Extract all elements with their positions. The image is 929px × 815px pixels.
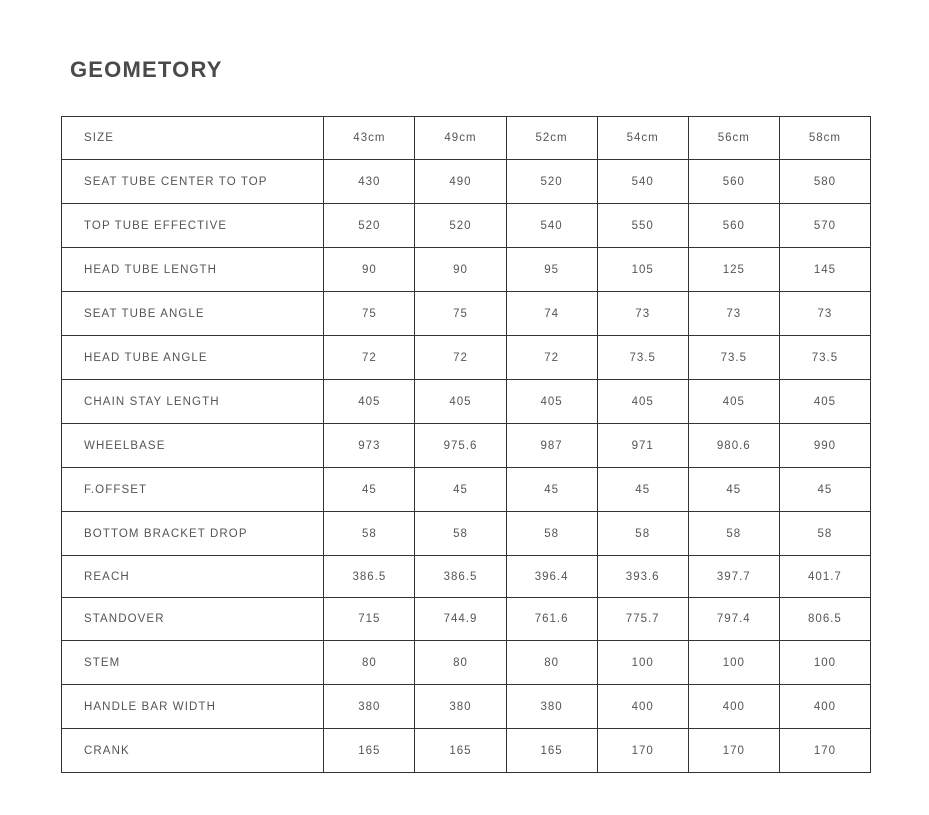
value-cell: 45 bbox=[779, 468, 870, 512]
value-cell: 90 bbox=[415, 248, 506, 292]
value-cell: 560 bbox=[688, 204, 779, 248]
value-cell: 105 bbox=[597, 248, 688, 292]
value-cell: 125 bbox=[688, 248, 779, 292]
value-cell: 73.5 bbox=[688, 336, 779, 380]
value-cell: 80 bbox=[324, 641, 415, 685]
value-cell: 405 bbox=[597, 380, 688, 424]
row-label: SEAT TUBE ANGLE bbox=[62, 292, 324, 336]
value-cell: 490 bbox=[415, 160, 506, 204]
value-cell: 380 bbox=[415, 685, 506, 729]
value-cell: 58 bbox=[506, 512, 597, 556]
value-cell: 806.5 bbox=[779, 598, 870, 641]
row-label: BOTTOM BRACKET DROP bbox=[62, 512, 324, 556]
value-cell: 73 bbox=[779, 292, 870, 336]
value-cell: 396.4 bbox=[506, 556, 597, 598]
value-cell: 72 bbox=[324, 336, 415, 380]
value-cell: 74 bbox=[506, 292, 597, 336]
value-cell: 58 bbox=[324, 512, 415, 556]
value-cell: 775.7 bbox=[597, 598, 688, 641]
row-label: TOP TUBE EFFECTIVE bbox=[62, 204, 324, 248]
value-cell: 550 bbox=[597, 204, 688, 248]
row-label: WHEELBASE bbox=[62, 424, 324, 468]
value-cell: 90 bbox=[324, 248, 415, 292]
value-cell: 990 bbox=[779, 424, 870, 468]
value-cell: 73 bbox=[597, 292, 688, 336]
value-cell: 75 bbox=[415, 292, 506, 336]
value-cell: 971 bbox=[597, 424, 688, 468]
value-cell: 393.6 bbox=[597, 556, 688, 598]
value-cell: 973 bbox=[324, 424, 415, 468]
value-cell: 400 bbox=[779, 685, 870, 729]
value-cell: 430 bbox=[324, 160, 415, 204]
table-row bbox=[62, 598, 871, 641]
value-cell: 380 bbox=[506, 685, 597, 729]
row-label: STANDOVER bbox=[62, 598, 324, 641]
value-cell: 72 bbox=[506, 336, 597, 380]
value-cell: 165 bbox=[415, 729, 506, 773]
table-row bbox=[62, 556, 871, 598]
value-cell: 520 bbox=[415, 204, 506, 248]
value-cell: 401.7 bbox=[779, 556, 870, 598]
value-cell: 45 bbox=[597, 468, 688, 512]
page-title: GEOMETORY bbox=[70, 57, 223, 82]
value-cell: 580 bbox=[779, 160, 870, 204]
value-cell: 540 bbox=[506, 204, 597, 248]
header-size-cell: 49cm bbox=[415, 117, 506, 160]
value-cell: 80 bbox=[506, 641, 597, 685]
value-cell: 987 bbox=[506, 424, 597, 468]
value-cell: 400 bbox=[688, 685, 779, 729]
value-cell: 520 bbox=[324, 204, 415, 248]
table-header-row bbox=[62, 117, 871, 160]
value-cell: 95 bbox=[506, 248, 597, 292]
value-cell: 715 bbox=[324, 598, 415, 641]
value-cell: 761.6 bbox=[506, 598, 597, 641]
header-size-cell: 54cm bbox=[597, 117, 688, 160]
value-cell: 58 bbox=[688, 512, 779, 556]
value-cell: 397.7 bbox=[688, 556, 779, 598]
table-row bbox=[62, 641, 871, 685]
value-cell: 405 bbox=[324, 380, 415, 424]
value-cell: 405 bbox=[688, 380, 779, 424]
value-cell: 386.5 bbox=[324, 556, 415, 598]
row-label: HANDLE BAR WIDTH bbox=[62, 685, 324, 729]
header-size-cell: 52cm bbox=[506, 117, 597, 160]
table-row bbox=[62, 512, 871, 556]
row-label: STEM bbox=[62, 641, 324, 685]
value-cell: 73 bbox=[688, 292, 779, 336]
value-cell: 405 bbox=[779, 380, 870, 424]
value-cell: 980.6 bbox=[688, 424, 779, 468]
value-cell: 58 bbox=[779, 512, 870, 556]
value-cell: 80 bbox=[415, 641, 506, 685]
value-cell: 975.6 bbox=[415, 424, 506, 468]
value-cell: 405 bbox=[506, 380, 597, 424]
value-cell: 45 bbox=[688, 468, 779, 512]
value-cell: 170 bbox=[597, 729, 688, 773]
header-size-label: SIZE bbox=[62, 117, 324, 160]
table-row bbox=[62, 424, 871, 468]
value-cell: 58 bbox=[597, 512, 688, 556]
value-cell: 744.9 bbox=[415, 598, 506, 641]
table-row bbox=[62, 204, 871, 248]
value-cell: 386.5 bbox=[415, 556, 506, 598]
row-label: HEAD TUBE ANGLE bbox=[62, 336, 324, 380]
table-row bbox=[62, 336, 871, 380]
geometry-table bbox=[61, 116, 871, 773]
value-cell: 170 bbox=[688, 729, 779, 773]
table-row bbox=[62, 248, 871, 292]
value-cell: 797.4 bbox=[688, 598, 779, 641]
table-row bbox=[62, 380, 871, 424]
value-cell: 45 bbox=[506, 468, 597, 512]
header-size-cell: 58cm bbox=[779, 117, 870, 160]
value-cell: 45 bbox=[415, 468, 506, 512]
value-cell: 75 bbox=[324, 292, 415, 336]
table-row bbox=[62, 292, 871, 336]
table-row bbox=[62, 160, 871, 204]
value-cell: 100 bbox=[597, 641, 688, 685]
value-cell: 380 bbox=[324, 685, 415, 729]
row-label: CRANK bbox=[62, 729, 324, 773]
row-label: HEAD TUBE LENGTH bbox=[62, 248, 324, 292]
table-row bbox=[62, 468, 871, 512]
value-cell: 45 bbox=[324, 468, 415, 512]
row-label: SEAT TUBE CENTER TO TOP bbox=[62, 160, 324, 204]
value-cell: 58 bbox=[415, 512, 506, 556]
value-cell: 400 bbox=[597, 685, 688, 729]
value-cell: 73.5 bbox=[597, 336, 688, 380]
value-cell: 170 bbox=[779, 729, 870, 773]
value-cell: 540 bbox=[597, 160, 688, 204]
geometry-table-body bbox=[62, 117, 871, 773]
header-size-cell: 43cm bbox=[324, 117, 415, 160]
value-cell: 520 bbox=[506, 160, 597, 204]
header-size-cell: 56cm bbox=[688, 117, 779, 160]
value-cell: 165 bbox=[324, 729, 415, 773]
value-cell: 405 bbox=[415, 380, 506, 424]
row-label: F.OFFSET bbox=[62, 468, 324, 512]
value-cell: 145 bbox=[779, 248, 870, 292]
value-cell: 165 bbox=[506, 729, 597, 773]
value-cell: 570 bbox=[779, 204, 870, 248]
value-cell: 100 bbox=[688, 641, 779, 685]
table-row bbox=[62, 729, 871, 773]
value-cell: 100 bbox=[779, 641, 870, 685]
row-label: REACH bbox=[62, 556, 324, 598]
value-cell: 73.5 bbox=[779, 336, 870, 380]
table-row bbox=[62, 685, 871, 729]
value-cell: 560 bbox=[688, 160, 779, 204]
row-label: CHAIN STAY LENGTH bbox=[62, 380, 324, 424]
value-cell: 72 bbox=[415, 336, 506, 380]
